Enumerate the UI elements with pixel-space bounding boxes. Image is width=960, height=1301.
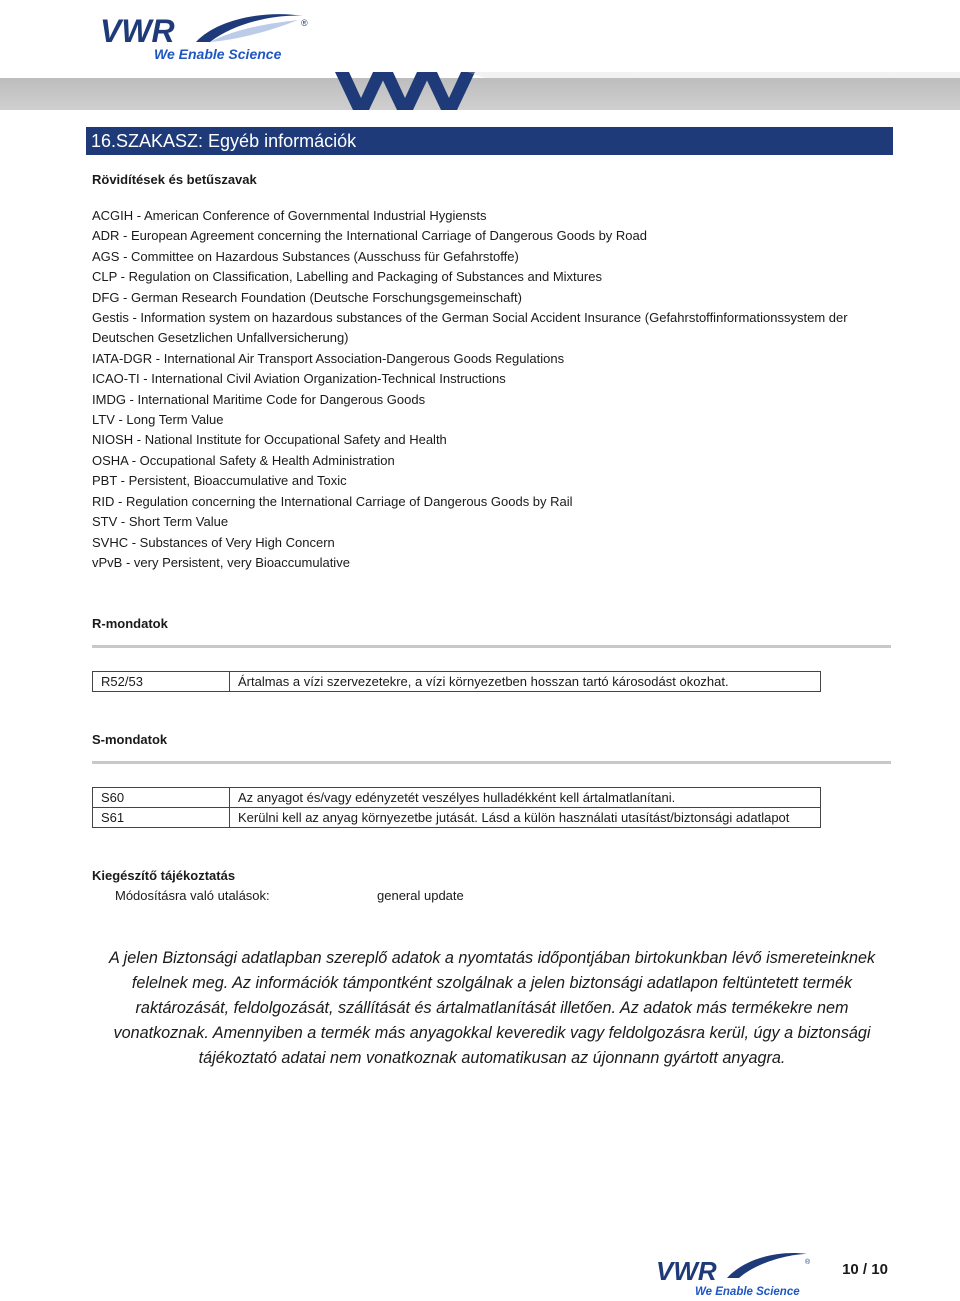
table-row [93, 808, 821, 828]
revision-label: Módosításra való utalások: [115, 888, 270, 903]
logo-wordmark: VWR [656, 1256, 717, 1286]
list-item: OSHA - Occupational Safety & Health Administration [92, 452, 395, 468]
disclaimer-text: A jelen Biztonsági adatlapban szereplő adatok a nyomtatás időpontjában birtokunkban lévő ismereteinknek felelnek meg. Az információk támpontként szolgálnak a jelen biztonsági adatlapon feltüntetett termék raktározását, feldolgozását, szállítását és ártalmatlanítását illetően. Az adatok más termékekre nem vonatkoznak. Amennyiben a termék más anyagokkal keveredik vagy feldolgozásra kerül, úgy a biztonsági tájékoztató adatai nem vonatkoznak automatikusan az újonnann gyártott anyagra. [108, 949, 876, 1067]
list-item: Gestis - Information system on hazardous substances of the German Social Accident Insurance (Gefahrstoffinformationssystem der Deutschen Gesetzlichen Unfallversicherung) [92, 310, 848, 346]
logo-tagline: We Enable Science [154, 46, 282, 62]
vwr-logo [98, 8, 313, 64]
supplementary-heading: Kiegészítő tájékoztatás [92, 868, 236, 883]
list-item: PBT - Persistent, Bioaccumulative and Toxic [92, 473, 347, 489]
phrase-code: S61 [93, 808, 230, 828]
list-item: SVHC - Substances of Very High Concern [92, 534, 335, 550]
divider [92, 761, 891, 764]
revision-value: general update [377, 888, 464, 903]
list-item: IMDG - International Maritime Code for Dangerous Goods [92, 391, 426, 407]
list-item: ICAO-TI - International Civil Aviation Organization-Technical Instructions [92, 371, 506, 387]
list-item: ADR - European Agreement concerning the International Carriage of Dangerous Goods by Road [92, 228, 647, 244]
table-row [93, 672, 821, 692]
s-phrases-heading: S-mondatok [92, 732, 168, 747]
phrase-text: Kerülni kell az anyag környezetbe jutását. Lásd a külön használati utasítást/biztonsági adatlapot [230, 808, 821, 828]
phrase-code: R52/53 [93, 672, 230, 692]
vwr-footer-logo [655, 1250, 813, 1298]
page-number: 10 / 10 [842, 1261, 888, 1278]
list-item: LTV - Long Term Value [92, 412, 224, 428]
s-phrases-table [92, 787, 821, 828]
leaf-swoosh [727, 1253, 807, 1278]
table-row [93, 788, 821, 808]
abbreviations-list [92, 206, 882, 573]
list-item: STV - Short Term Value [92, 514, 229, 530]
list-item: AGS - Committee on Hazardous Substances (Ausschuss für Gefahrstoffe) [92, 248, 519, 264]
logo-wordmark: VWR [100, 13, 175, 49]
list-item: CLP - Regulation on Classification, Labelling and Packaging of Substances and Mixtures [92, 269, 602, 285]
logo-tagline: We Enable Science [695, 1286, 800, 1298]
divider [92, 645, 891, 648]
registered-mark: ® [301, 18, 308, 28]
list-item: DFG - German Research Foundation (Deutsche Forschungsgemeinschaft) [92, 289, 522, 305]
list-item: ACGIH - American Conference of Governmental Industrial Hygiensts [92, 208, 487, 223]
abbreviations-heading: Rövidítések és betűszavak [92, 172, 257, 187]
list-item: RID - Regulation concerning the International Carriage of Dangerous Goods by Rail [92, 493, 573, 509]
r-phrases-heading: R-mondatok [92, 616, 168, 631]
phrase-text: Ártalmas a vízi szervezetekre, a vízi környezetben hosszan tartó károsodást okozhat. [230, 672, 821, 692]
list-item: NIOSH - National Institute for Occupational Safety and Health [92, 432, 447, 448]
phrase-text: Az anyagot és/vagy edényzetét veszélyes hulladékként kell ártalmatlanítani. [230, 788, 821, 808]
chevron-pattern [335, 72, 960, 112]
phrase-code: S60 [93, 788, 230, 808]
list-item: IATA-DGR - International Air Transport Association-Dangerous Goods Regulations [92, 350, 565, 366]
registered-mark: ® [805, 1259, 811, 1266]
list-item: vPvB - very Persistent, very Bioaccumulative [92, 554, 350, 570]
section-title: 16.SZAKASZ: Egyéb információk [86, 127, 893, 155]
r-phrases-table [92, 671, 821, 692]
